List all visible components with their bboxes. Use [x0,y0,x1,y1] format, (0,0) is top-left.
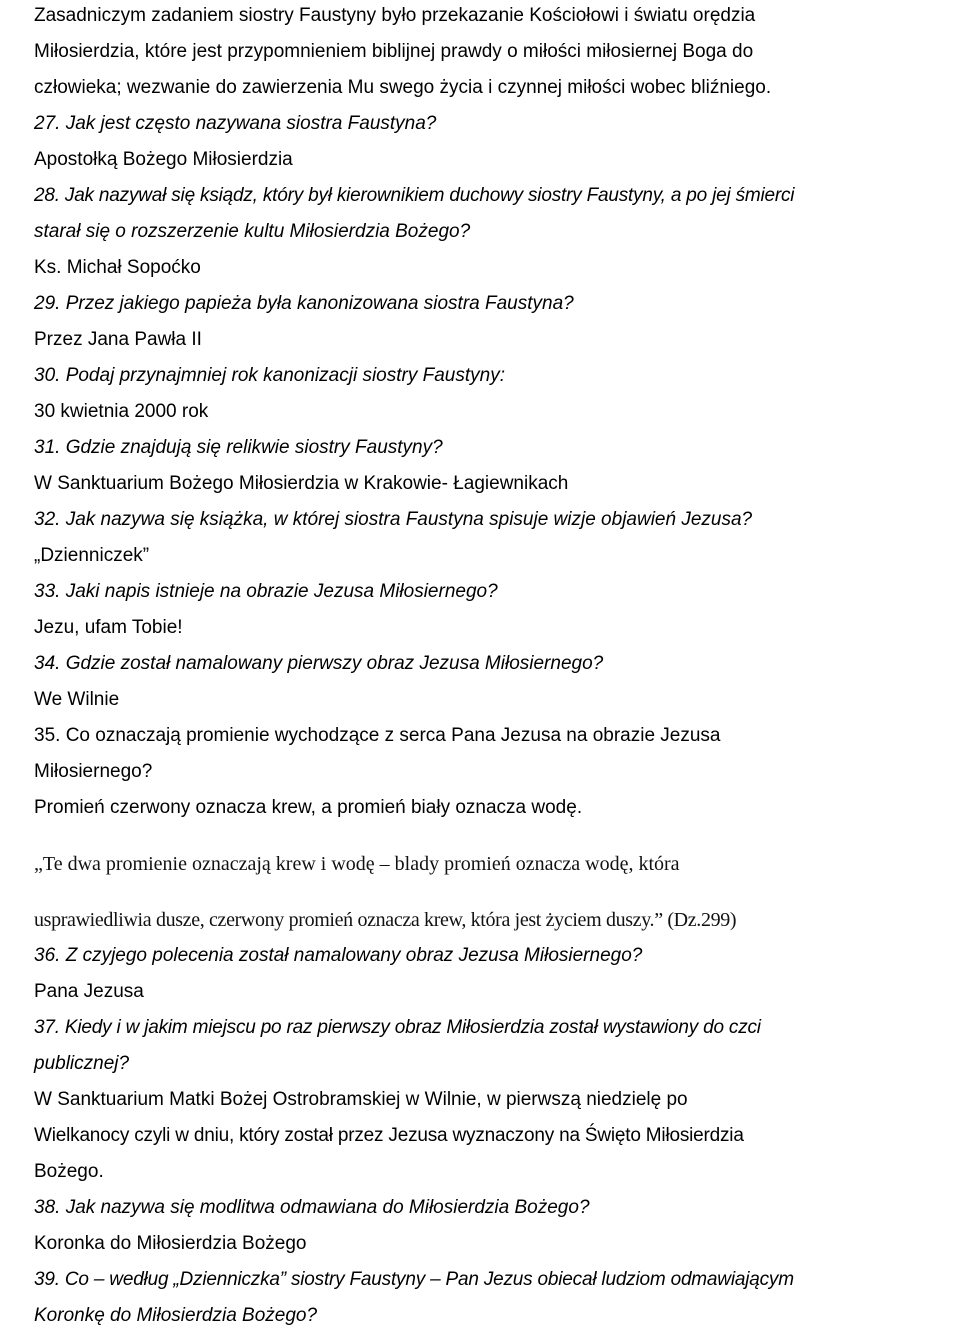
quote-line: usprawiedliwia dusze, czerwony promień oznacza krew, która jest życiem duszy.” (Dz.299) [34,909,737,931]
answer-37: W Sanktuarium Matki Bożej Ostrobramskiej w Wilnie, w pierwszą niedzielę po [34,1089,688,1110]
question-39: 39. Co – według „Dzienniczka” siostry Faustyny – Pan Jezus obiecał ludziom odmawiającym [34,1269,794,1290]
answer-35: Promień czerwony oznacza krew, a promień biały oznacza wodę. [34,797,583,818]
question-28-cont: starał się o rozszerzenie kultu Miłosierdzia Bożego? [34,221,471,242]
answer-29: Przez Jana Pawła II [34,329,202,350]
question-37: 37. Kiedy i w jakim miejscu po raz pierwszy obraz Miłosierdzia został wystawiony do czci [34,1017,761,1038]
question-30: 30. Podaj przynajmniej rok kanonizacji siostry Faustyny: [34,365,505,386]
question-32: 32. Jak nazywa się książka, w której siostra Faustyna spisuje wizje objawień Jezusa? [34,509,753,530]
answer-34: We Wilnie [34,689,120,710]
question-27: 27. Jak jest często nazywana siostra Faustyna? [34,113,437,134]
answer-33: Jezu, ufam Tobie! [34,617,183,638]
answer-36: Pana Jezusa [34,981,144,1002]
question-36: 36. Z czyjego polecenia został namalowany obraz Jezusa Miłosiernego? [34,945,643,966]
question-37-cont: publicznej? [34,1053,130,1074]
answer-27: Apostołką Bożego Miłosierdzia [34,149,293,170]
intro-line: Miłosierdzia, które jest przypomnieniem biblijnej prawdy o miłości miłosiernej Boga do [34,41,754,62]
question-28: 28. Jak nazywał się ksiądz, który był kierownikiem duchowy siostry Faustyny, a po jej śmierci [34,185,795,206]
question-39-cont: Koronkę do Miłosierdzia Bożego? [34,1305,318,1326]
answer-28: Ks. Michał Sopoćko [34,257,201,278]
answer-31: W Sanktuarium Bożego Miłosierdzia w Krakowie- Łagiewnikach [34,473,569,494]
answer-32: „Dzienniczek” [34,545,150,566]
question-35-cont: Miłosiernego? [34,761,153,782]
question-33: 33. Jaki napis istnieje na obrazie Jezusa Miłosiernego? [34,581,498,602]
question-38: 38. Jak nazywa się modlitwa odmawiana do Miłosierdzia Bożego? [34,1197,590,1218]
answer-38: Koronka do Miłosierdzia Bożego [34,1233,307,1254]
question-34: 34. Gdzie został namalowany pierwszy obraz Jezusa Miłosiernego? [34,653,604,674]
question-35: 35. Co oznaczają promienie wychodzące z serca Pana Jezusa na obrazie Jezusa [34,725,721,746]
intro-line: Zasadniczym zadaniem siostry Faustyny było przekazanie Kościołowi i światu orędzia [34,5,756,26]
question-31: 31. Gdzie znajdują się relikwie siostry Faustyny? [34,437,443,458]
answer-30: 30 kwietnia 2000 rok [34,401,209,422]
intro-line: człowieka; wezwanie do zawierzenia Mu swego życia i czynnej miłości wobec bliźniego. [34,77,772,98]
answer-37-cont: Bożego. [34,1161,104,1182]
quote-line: „Te dwa promienie oznaczają krew i wodę – blady promień oznacza wodę, która [34,853,680,875]
question-29: 29. Przez jakiego papieża była kanonizowana siostra Faustyna? [34,293,574,314]
answer-37-cont: Wielkanocy czyli w dniu, który został przez Jezusa wyznaczony na Święto Miłosierdzia [34,1125,744,1146]
